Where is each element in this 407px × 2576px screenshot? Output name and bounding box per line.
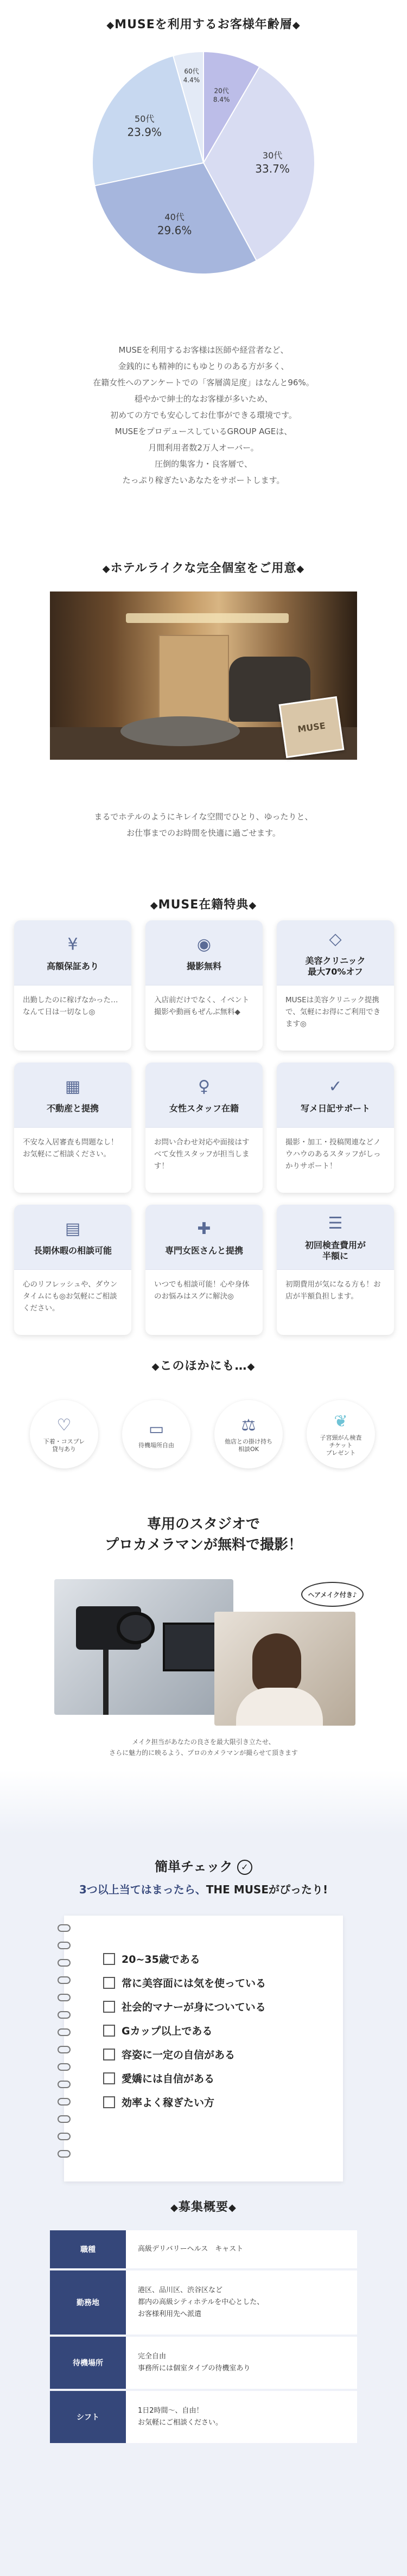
hotel-caption-line: お仕事までのお時間を快適に過ごせます。: [126, 828, 281, 838]
model-shoulder: [236, 1688, 323, 1726]
notepad-ring: [58, 1976, 71, 1984]
notepad-rings: [58, 1924, 71, 2167]
ribbon-icon: ❦: [334, 1411, 348, 1431]
checklist-item[interactable]: [103, 2071, 214, 2085]
woman-staff-icon: ♀: [198, 1077, 210, 1096]
recruit-value-line: 高級デリバリーヘルス キャスト: [138, 2245, 244, 2253]
benefit-card-header: [14, 1205, 131, 1270]
benefit-card-header: [145, 1063, 263, 1128]
recruit-value-line: 事務所には個室タイプの待機室あり: [138, 2364, 251, 2373]
benefit-title: 専門女医さんと提携: [164, 1245, 243, 1256]
checkbox[interactable]: [103, 2025, 115, 2037]
room-wall-panel: [158, 635, 229, 722]
checklist-item[interactable]: [103, 1975, 266, 1990]
others-section: [0, 1357, 407, 1514]
recruit-section: [0, 2198, 407, 2576]
recruit-row: [50, 2270, 357, 2335]
other-benefit-label: 下着・コスプレ 貸与あり: [43, 1438, 85, 1453]
checklist-item-label: 社会的マナーが身についている: [122, 2001, 266, 2013]
age-text-line: 月間利用者数2万人オーバー。: [148, 443, 259, 453]
hotel-caption-line: まるでホテルのようにキレイな空間でひとり、ゆったりと、: [94, 812, 313, 822]
camera-icon: ◉: [196, 935, 212, 954]
benefit-card: [145, 1063, 263, 1193]
benefit-card-header: [277, 1063, 394, 1128]
building-icon: ▦: [65, 1077, 81, 1096]
benefit-card-header: [14, 920, 131, 985]
benefit-desc: いつでも相談可能！心や身体のお悩みはスグに解決◎: [154, 1280, 250, 1301]
notepad-ring: [58, 1994, 71, 2001]
diamond-icon: ◇: [329, 930, 342, 949]
model-head: [252, 1633, 301, 1693]
notepad-ring: [58, 1942, 71, 1949]
benefit-card: [145, 1205, 263, 1335]
hotel-caption: [0, 809, 407, 841]
recruit-row-value: [126, 2391, 357, 2443]
checklist-title: 簡単チェック ✓: [0, 1856, 407, 1875]
benefit-title: 写メ日記サポート: [300, 1103, 370, 1114]
others-heading: ◆このほかにも…◆: [151, 1359, 256, 1373]
benefit-title: 撮影無料: [186, 961, 221, 971]
benefit-title: 長期休暇の相談可能: [33, 1245, 112, 1256]
recruit-value-line: 都内の高級シティホテルを中心とした、: [138, 2298, 264, 2306]
recruit-value-line: お客様利用先へ派遣: [138, 2310, 202, 2318]
studio-section: [0, 1514, 407, 1834]
recruit-value-line: 港区、品川区、渋谷区など: [138, 2286, 223, 2294]
age-text-line: 初めての方でも安心してお仕事ができる環境です。: [110, 410, 297, 420]
pie-label-value: 8.4%: [213, 96, 230, 104]
age-description: [0, 342, 407, 488]
camera-tripod: [103, 1650, 109, 1715]
lingerie-icon: ♡: [56, 1415, 72, 1435]
pie-label-name: 40代: [164, 212, 185, 222]
benefit-card-header: [145, 920, 263, 985]
studio-monitor: [163, 1623, 222, 1671]
recruit-heading: ◆募集概要◆: [170, 2200, 237, 2214]
muse-box-label: MUSE: [297, 720, 326, 734]
pie-label-value: 33.7%: [255, 162, 290, 175]
checklist-item-label: 常に美容面には気を使っている: [122, 1977, 266, 1989]
benefit-card: [277, 920, 394, 1051]
recruit-row-label: 勤務地: [50, 2270, 126, 2335]
age-text-line: MUSEを利用するお客様は医師や経営者など、: [118, 345, 289, 355]
pie-label-value: 29.6%: [157, 224, 192, 237]
checklist-item[interactable]: [103, 2095, 214, 2109]
pie-label-value: 4.4%: [183, 76, 200, 84]
benefit-desc: 初期費用が気になる方も！お店が半額負担します。: [285, 1280, 381, 1301]
notepad-ring: [58, 1924, 71, 1932]
benefits-section: [0, 895, 407, 1357]
recruit-row-label: 職種: [50, 2230, 126, 2268]
hotel-section: [0, 559, 407, 895]
pie-label-name: 20代: [214, 87, 229, 95]
age-heading: ◆MUSEを利用するお客様年齢層◆: [106, 18, 301, 31]
notepad-ring: [58, 2063, 71, 2071]
benefit-card: [14, 1063, 131, 1193]
checklist-item[interactable]: [103, 1999, 266, 2014]
recruit-row-label: シフト: [50, 2391, 126, 2443]
studio-title: [0, 1514, 407, 1555]
other-benefit-circle: [30, 1400, 98, 1468]
recruit-value-line: お気軽にご相談ください。: [138, 2419, 223, 2427]
benefit-card-header: [145, 1205, 263, 1270]
studio-photo-hairmake: [214, 1612, 355, 1726]
age-text-line: 在籍女性へのアンケートでの「客層満足度」はなんと96%。: [93, 378, 314, 387]
checkbox[interactable]: [103, 2049, 115, 2060]
studio-photo-camera: [54, 1579, 233, 1715]
notepad-ring: [58, 2011, 71, 2019]
checklist-item-label: 効率よく稼ぎたい方: [122, 2097, 215, 2109]
studio-title-line1: 専用のスタジオで: [147, 1516, 260, 1532]
checkbox[interactable]: [103, 2001, 115, 2013]
recruit-value-line: 完全自由: [138, 2352, 167, 2361]
benefit-title: 高額保証あり: [46, 961, 99, 971]
notepad-ring: [58, 2046, 71, 2053]
benefit-title: 不動産と提携: [46, 1103, 99, 1114]
money-bag-icon: ¥: [67, 935, 78, 954]
notepad-ring: [58, 2098, 71, 2106]
benefit-card: [14, 920, 131, 1051]
checklist-item-label: 20~35歳である: [122, 1954, 200, 1966]
muse-box-badge: [279, 696, 345, 758]
calendar-icon: ▤: [65, 1219, 81, 1238]
recruit-row-label: 待機場所: [50, 2337, 126, 2389]
checklist-item-label: Gカップ以上である: [122, 2025, 213, 2037]
age-text-line: MUSEをプロデュースしているGROUP AGEは、: [115, 427, 292, 436]
other-benefit-circle: [307, 1400, 375, 1468]
medical-check-icon: ☰: [328, 1214, 343, 1233]
hairmake-bubble-text: ヘアメイク付き♪: [308, 1591, 357, 1599]
benefit-desc: 心のリフレッシュや、ダウンタイムにも◎お気軽にご相談ください。: [23, 1280, 118, 1313]
notepad-ring: [58, 2081, 71, 2088]
recruit-value-line: 1日2時間〜、自由！: [138, 2407, 204, 2415]
benefit-card-header: [277, 1205, 394, 1270]
notepad-ring: [58, 2150, 71, 2158]
other-benefit-circle: [214, 1400, 283, 1468]
checklist-subtitle: 3つ以上当てはまったら、THE MUSEがぴったり!: [79, 1883, 328, 1896]
checklist-item-label: 愛嬌には自信がある: [122, 2073, 215, 2085]
benefit-title: 美容クリニック 最大70%オフ: [305, 955, 366, 977]
studio-title-line2: プロカメラマンが無料で撮影！: [104, 1537, 302, 1553]
other-benefit-circle: [122, 1400, 190, 1468]
age-section: [0, 0, 407, 559]
scales-icon: ⚖: [241, 1415, 256, 1435]
other-benefit-label: 子宮頸がん検査 チケット プレゼント: [320, 1434, 362, 1456]
thumbs-up-icon: ✓: [328, 1077, 342, 1096]
recruit-row-value: [126, 2270, 357, 2335]
benefit-card: [14, 1205, 131, 1335]
pie-label-value: 23.9%: [127, 125, 162, 139]
checklist-item[interactable]: [103, 1951, 200, 1966]
age-pie-chart: [90, 49, 317, 277]
benefits-heading: ◆MUSE在籍特典◆: [150, 898, 257, 912]
benefit-card: [145, 920, 263, 1051]
studio-caption: [0, 1737, 407, 1758]
waiting-room-icon: ▭: [148, 1419, 164, 1439]
room-rug: [120, 716, 240, 746]
age-text-line: 金銭的にも精神的にもゆとりのある方が多く、: [118, 361, 289, 371]
benefit-card: [277, 1205, 394, 1335]
checklist-item[interactable]: [103, 2047, 235, 2062]
benefit-desc: 入店前だけでなく、イベント撮影や動画もぜんぶ無料◆: [154, 996, 250, 1016]
studio-caption-line: さらに魅力的に映るよう、プロのカメラマンが撮らせて頂きます: [109, 1749, 298, 1757]
benefit-desc: お問い合わせ対応や面接はすべて女性スタッフが担当します！: [154, 1138, 250, 1171]
age-text-line: 穏やかで紳士的なお客様が多いため、: [134, 394, 273, 404]
benefit-card-header: [14, 1063, 131, 1128]
checklist-item[interactable]: [103, 2023, 212, 2038]
recruit-row-value: [126, 2230, 357, 2268]
recruit-row: [50, 2337, 357, 2389]
age-text-line: たっぷり稼ぎたいあなたをサポートします。: [122, 475, 285, 485]
hotel-heading: ◆ホテルライクな完全個室をご用意◆: [102, 562, 305, 575]
benefit-title: 初回検査費用が 半額に: [304, 1239, 366, 1261]
notepad-ring: [58, 2115, 71, 2123]
benefit-desc: 出勤したのに稼げなかった…なんて日は一切なし◎: [23, 996, 118, 1016]
notepad-ring: [58, 1959, 71, 1967]
checkbox[interactable]: [103, 2072, 115, 2084]
other-benefit-label: 待機場所自由: [138, 1441, 174, 1449]
pie-label-name: 60代: [184, 67, 199, 75]
checklist-section: [0, 1834, 407, 2198]
camera-lens: [117, 1612, 155, 1644]
check-circle-icon: ✓: [237, 1860, 252, 1875]
benefit-card: [277, 1063, 394, 1193]
benefit-title: 女性スタッフ在籍: [169, 1103, 239, 1114]
benefit-desc: MUSEは美容クリニック提携で、気軽にお得にご利用できます◎: [285, 996, 381, 1028]
notepad-ring: [58, 2133, 71, 2140]
recruit-row: [50, 2391, 357, 2443]
checklist-item-label: 容姿に一定の自信がある: [122, 2049, 236, 2061]
benefit-desc: 不安な入居審査も問題なし！お気軽にご相談ください。: [23, 1138, 118, 1159]
hairmake-bubble: [301, 1582, 364, 1607]
checkbox[interactable]: [103, 1953, 115, 1965]
recruit-row: [50, 2230, 357, 2268]
checkbox[interactable]: [103, 2096, 115, 2108]
age-text-line: 圧倒的集客力・良客層で、: [155, 459, 252, 469]
room-ceiling-light: [126, 613, 289, 623]
checkbox[interactable]: [103, 1977, 115, 1989]
benefit-desc: 撮影・加工・投稿関連などノウハウのあるスタッフがしっかりサポート！: [285, 1138, 381, 1171]
notepad-ring: [58, 2028, 71, 2036]
studio-caption-line: メイク担当があなたの良さを最大限引き立たせ、: [132, 1738, 275, 1746]
recruit-row-value: [126, 2337, 357, 2389]
doctor-icon: ✚: [197, 1219, 211, 1238]
benefit-card-header: [277, 920, 394, 985]
other-benefit-label: 他店との掛け持ち 相談OK: [225, 1438, 272, 1453]
pie-label-name: 50代: [135, 113, 155, 124]
pie-label-name: 30代: [262, 150, 283, 161]
